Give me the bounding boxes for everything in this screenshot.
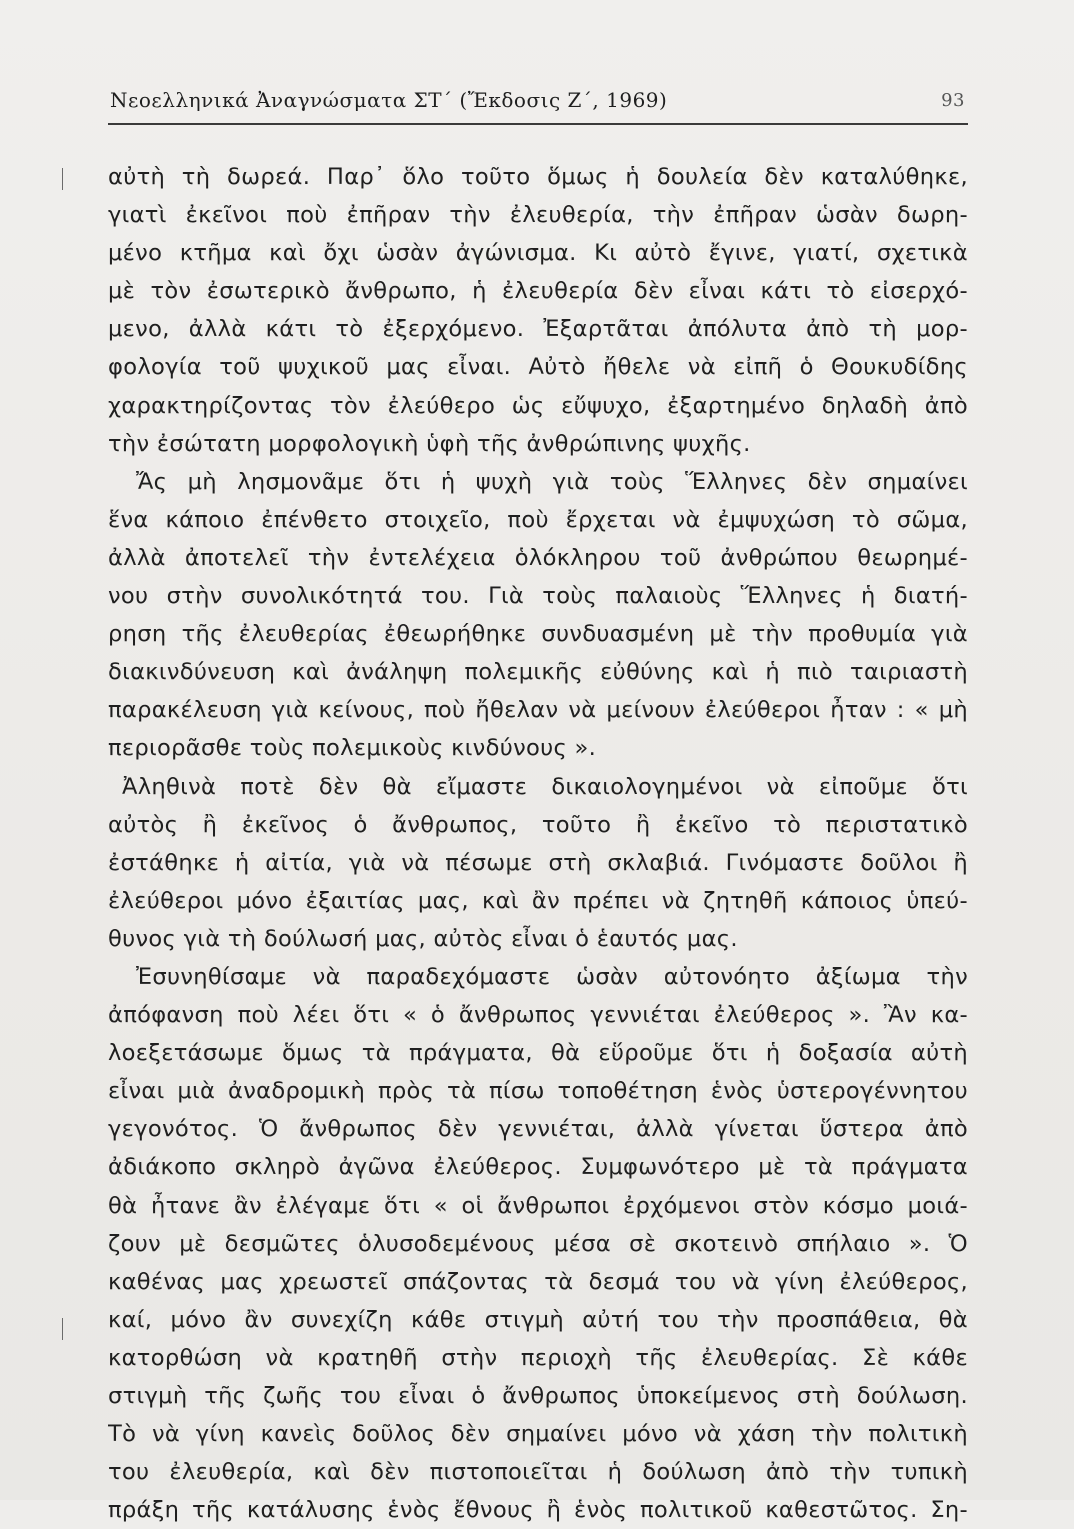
text-line: καθένας μας χρεωστεῖ σπάζοντας τὰ δεσμά του νὰ γίνη ἐλεύθερος,: [108, 1268, 968, 1295]
text-line: ἕνα κάποιο ἐπένθετο στοιχεῖο, ποὺ ἔρχεται νὰ ἐμψυχώση τὸ σῶμα,: [108, 506, 968, 533]
text-line: καί, μόνο ἂν συνεχίζη κάθε στιγμὴ αὐτή του τὴν προσπάθεια, θὰ: [108, 1306, 968, 1333]
text-line: περιορᾶσθε τοὺς πολεμικοὺς κινδύνους ».: [108, 735, 597, 762]
text-line: αὐτὸς ἢ ἐκεῖνος ὁ ἄνθρωπος, τοῦτο ἢ ἐκεῖνο τὸ περιστατικὸ: [108, 811, 968, 838]
margin-mark: [62, 1318, 63, 1340]
text-line: διακινδύνευση καὶ ἀνάληψη πολεμικῆς εὐθύνης καὶ ἡ πιὸ ταιριαστὴ: [108, 659, 968, 686]
text-line: τὴν ἐσώτατη μορφολογικὴ ὑφὴ τῆς ἀνθρώπινης ψυχῆς.: [108, 430, 751, 457]
text-line: στιγμὴ τῆς ζωῆς του εἶναι ὁ ἄνθρωπος ὑποκείμενος στὴ δούλωση.: [108, 1383, 968, 1409]
text-line: ἀδιάκοπο σκληρὸ ἀγῶνα ἐλεύθερος. Συμφωνότερο μὲ τὰ πράγματα: [108, 1154, 968, 1181]
text-line: Ἐσυνηθίσαμε νὰ παραδεχόμαστε ὡσὰν αὐτονόητο ἀξίωμα τὴν: [136, 963, 968, 990]
text-line: ἀλλὰ ἀποτελεῖ τὴν ἐντελέχεια ὁλόκληρου τοῦ ἀνθρώπου θεωρημέ-: [108, 544, 968, 571]
text-line: γιατὶ ἐκεῖνοι ποὺ ἐπῆραν τὴν ἐλευθερία, τὴν ἐπῆραν ὡσὰν δωρη-: [108, 202, 968, 229]
text-line: αὐτὴ τὴ δωρεά. Παρ᾽ ὅλο τοῦτο ὅμως ἡ δουλεία δὲν καταλύθηκε,: [108, 164, 968, 190]
text-line: θυνος γιὰ τὴ δούλωσή μας, αὐτὸς εἶναι ὁ ἑαυτός μας.: [108, 925, 738, 952]
running-header: [110, 88, 965, 122]
text-line: ἐλεύθεροι μόνο ἐξαιτίας μας, καὶ ἂν πρέπει νὰ ζητηθῆ κάποιος ὑπεύ-: [108, 887, 968, 914]
header-rule: [108, 123, 968, 125]
text-line: μενο, ἀλλὰ κάτι τὸ ἐξερχόμενο. Ἐξαρτᾶται ἀπόλυτα ἀπὸ τὴ μορ-: [108, 316, 968, 343]
text-line: Ἀληθινὰ ποτὲ δὲν θὰ εἴμαστε δικαιολογημένοι νὰ εἰποῦμε ὅτι: [122, 773, 968, 800]
text-line: του ἐλευθερία, καὶ δὲν πιστοποιεῖται ἡ δούλωση ἀπὸ τὴν τυπικὴ: [108, 1459, 968, 1486]
text-line: νου στὴν συνολικότητά του. Γιὰ τοὺς παλαιοὺς Ἕλληνες ἡ διατή-: [108, 583, 968, 610]
text-line: χαρακτηρίζοντας τὸν ἐλεύθερο ὡς εὔψυχο, ἐξαρτημένο δηλαδὴ ἀπὸ: [108, 392, 968, 419]
text-line: πράξη τῆς κατάλυσης ἑνὸς ἔθνους ἢ ἑνὸς πολιτικοῦ καθεστῶτος. Ση-: [108, 1497, 968, 1524]
text-line: θὰ ἦτανε ἂν ἐλέγαμε ὅτι « οἱ ἄνθρωποι ἐρχόμενοι στὸν κόσμο μοιά-: [108, 1192, 968, 1219]
body-text: [108, 158, 968, 1529]
text-line: λοεξετάσωμε ὅμως τὰ πράγματα, θὰ εὕροῦμε ὅτι ἡ δοξασία αὐτὴ: [108, 1040, 968, 1067]
text-line: ζουν μὲ δεσμῶτες ὁλυσοδεμένους μέσα σὲ σκοτεινὸ σπήλαιο ». Ὁ: [108, 1230, 968, 1257]
text-line: Τὸ νὰ γίνη κανεὶς δοῦλος δὲν σημαίνει μόνο νὰ χάση τὴν πολιτικὴ: [108, 1421, 968, 1448]
page-number: 93: [941, 90, 965, 111]
text-line: ἀπόφανση ποὺ λέει ὅτι « ὁ ἄνθρωπος γεννιέται ἐλεύθερος ». Ἂν κα-: [108, 1002, 968, 1029]
text-line: μὲ τὸν ἐσωτερικὸ ἄνθρωπο, ἡ ἐλευθερία δὲν εἶναι κάτι τὸ εἰσερχό-: [108, 278, 968, 305]
text-line: γεγονότος. Ὁ ἄνθρωπος δὲν γεννιέται, ἀλλὰ γίνεται ὕστερα ἀπὸ: [108, 1116, 968, 1143]
margin-mark: [62, 168, 63, 190]
text-line: Ἄς μὴ λησμονᾶμε ὅτι ἡ ψυχὴ γιὰ τοὺς Ἕλληνες δὲν σημαίνει: [136, 468, 968, 495]
text-line: μένο κτῆμα καὶ ὄχι ὡσὰν ἀγώνισμα. Κι αὐτὸ ἔγινε, γιατί, σχετικὰ: [108, 240, 968, 267]
text-line: ἐστάθηκε ἡ αἰτία, γιὰ νὰ πέσωμε στὴ σκλαβιά. Γινόμαστε δοῦλοι ἢ: [108, 849, 968, 876]
text-line: ρηση τῆς ἐλευθερίας ἐθεωρήθηκε συνδυασμένη μὲ τὴν προθυμία γιὰ: [108, 621, 968, 648]
text-line: παρακέλευση γιὰ κείνους, ποὺ ἤθελαν νὰ μείνουν ἐλεύθεροι ἦταν : « μὴ: [108, 697, 968, 724]
text-line: φολογία τοῦ ψυχικοῦ μας εἶναι. Αὐτὸ ἤθελε νὰ εἰπῆ ὁ Θουκυδίδης: [108, 354, 968, 381]
text-line: κατορθώση νὰ κρατηθῆ στὴν περιοχὴ τῆς ἐλευθερίας. Σὲ κάθε: [108, 1344, 968, 1371]
text-line: εἶναι μιὰ ἀναδρομικὴ πρὸς τὰ πίσω τοποθέτηση ἑνὸς ὑστερογέννητου: [108, 1078, 968, 1105]
header-title: Νεοελληνικά Ἀναγνώσματα ΣΤ΄ (Ἔκδοσις Ζ΄, 1969): [110, 88, 668, 112]
